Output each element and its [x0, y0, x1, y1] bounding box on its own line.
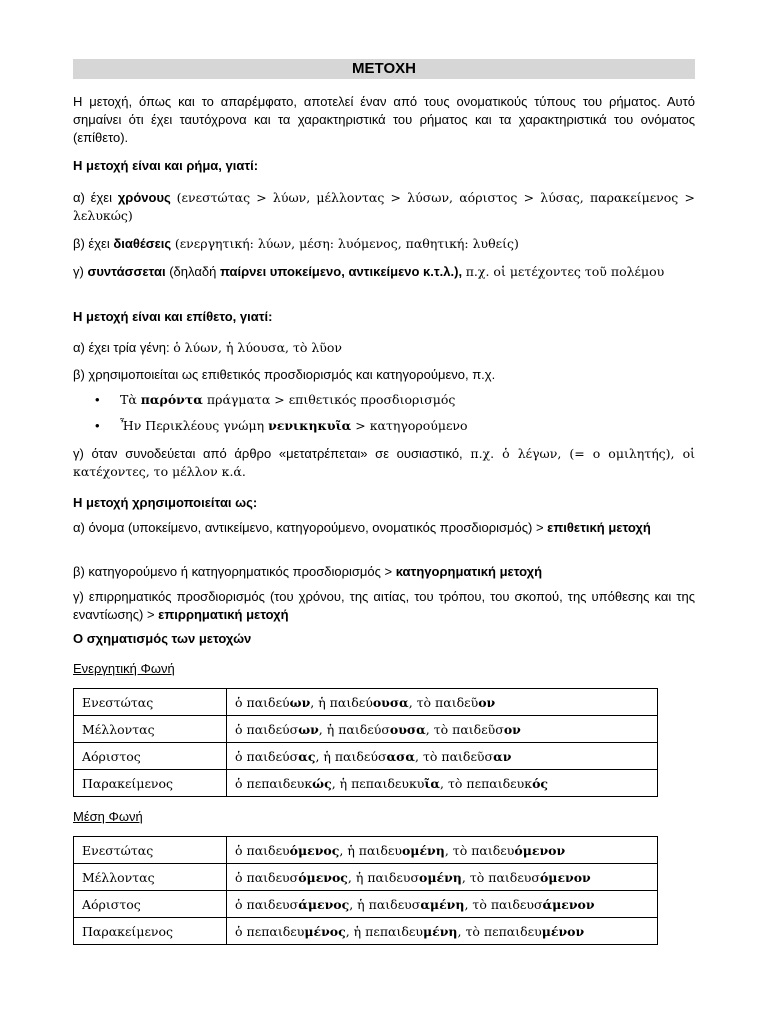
forms-cell: ὁ παιδεύσας, ἡ παιδεύσασα, τὸ παιδεῦσαν: [227, 743, 658, 770]
adj-item-b: β) χρησιμοποιείται ως επιθετικός προσδιορισμός και κατηγορούμενο, π.χ.: [73, 367, 496, 382]
bullet-dot-icon: •: [95, 418, 100, 433]
middle-voice-table: [73, 836, 658, 945]
usage-item-b-bold: κατηγορηματική μετοχή: [395, 564, 543, 579]
usage-heading: Η μετοχή χρησιμοποιείται ως:: [73, 495, 258, 510]
adj-item-a-text: α) έχει τρία γένη:: [73, 340, 170, 355]
forms-cell: ὁ πεπαιδευκώς, ἡ πεπαιδευκυῖα, τὸ πεπαιδευκός: [227, 770, 658, 797]
verb-item-b: [73, 235, 695, 253]
verb-item-b-rest: (ενεργητική: λύων, μέση: λυόμενος, παθητική: λυθείς): [174, 236, 519, 251]
tense-cell: Αόριστος: [74, 891, 227, 918]
verb-item-b-prefix: β) έχει: [73, 236, 110, 251]
verb-item-a-rest: (ενεστώτας > λύων, μέλλοντας > λύσων, αόριστος > λύσας, παρακείμενος > λελυκώς): [73, 190, 695, 223]
bullet-dot-icon: •: [95, 392, 100, 407]
forms-cell: ὁ πεπαιδευμένος, ἡ πεπαιδευμένη, τὸ πεπαιδευμένον: [227, 918, 658, 945]
active-voice-table: [73, 688, 658, 797]
verb-heading: Η μετοχή είναι και ρήμα, γιατί:: [73, 158, 259, 173]
table-row: [74, 837, 658, 864]
verb-item-a-bold: χρόνους: [117, 190, 171, 205]
adj-item-c-rest: π.χ. ὁ λέγων, (= ο ομιλητής), οἱ κατέχοντες, το μέλλον κ.ά.: [73, 446, 695, 479]
verb-item-c-rest: π.χ. οἱ μετέχοντες τοῦ πολέμου: [465, 264, 665, 279]
verb-item-b-bold: διαθέσεις: [113, 236, 172, 251]
verb-item-c-mid: (δηλαδή: [169, 264, 217, 279]
usage-item-a-bold: επιθετική μετοχή: [547, 520, 651, 535]
tense-cell: Παρακείμενος: [74, 770, 227, 797]
forms-cell: ὁ παιδεύσων, ἡ παιδεύσουσα, τὸ παιδεῦσον: [227, 716, 658, 743]
tense-cell: Ενεστώτας: [74, 689, 227, 716]
bullet1-rest: πράγματα > επιθετικός προσδιορισμός: [206, 392, 456, 407]
formation-heading: Ο σχηματισμός των μετοχών: [73, 631, 252, 646]
active-voice-heading: Ενεργητική Φωνή: [73, 661, 175, 676]
verb-item-a-prefix: α) έχει: [73, 190, 112, 205]
forms-cell: ὁ παιδευόμενος, ἡ παιδευομένη, τὸ παιδευόμενον: [227, 837, 658, 864]
table-row: [74, 689, 658, 716]
bullet2-pre: Ἦν Περικλέους γνώμη: [120, 418, 265, 433]
verb-item-c-bold2: παίρνει υποκείμενο, αντικείμενο κ.τ.λ.),: [219, 264, 463, 279]
forms-cell: ὁ παιδευσόμενος, ἡ παιδευσομένη, τὸ παιδευσόμενον: [227, 864, 658, 891]
bullet1-pre: Τὰ: [120, 392, 137, 407]
usage-item-c-text: γ) επιρρηματικός προσδιορισμός (του χρόνου, της αιτίας, του τρόπου, του σκοπού, της υπόθεσης και της εναντίωσης) >: [73, 589, 695, 622]
bullet2-bold: νενικηκυῖα: [268, 418, 352, 433]
adj-item-a-rest: ὁ λύων, ἡ λύουσα, τὸ λῦον: [173, 340, 343, 355]
verb-item-c-bold: συντάσσεται: [87, 264, 166, 279]
tense-cell: Ενεστώτας: [74, 837, 227, 864]
table-row: [74, 891, 658, 918]
table-row: [74, 864, 658, 891]
usage-item-a: [73, 519, 695, 537]
usage-item-a-text: α) όνομα (υποκείμενο, αντικείμενο, κατηγορούμενο, ονοματικός προσδιορισμός) >: [73, 520, 544, 535]
tense-cell: Μέλλοντας: [74, 716, 227, 743]
verb-item-c-prefix: γ): [73, 264, 84, 279]
adj-item-a: [73, 339, 695, 357]
tense-cell: Μέλλοντας: [74, 864, 227, 891]
table-row: [74, 770, 658, 797]
page-title: ΜΕΤΟΧΗ: [73, 59, 695, 79]
bullet2-rest: > κατηγορούμενο: [355, 418, 468, 433]
forms-cell: ὁ παιδευσάμενος, ἡ παιδευσαμένη, τὸ παιδευσάμενον: [227, 891, 658, 918]
verb-item-a: [73, 189, 695, 225]
table-row: [74, 743, 658, 770]
usage-item-c: [73, 588, 695, 624]
middle-voice-heading: Μέση Φωνή: [73, 809, 143, 824]
usage-item-b-text: β) κατηγορούμενο ή κατηγορηματικός προσδιορισμός >: [73, 564, 393, 579]
adj-item-c: [73, 445, 695, 481]
tense-cell: Παρακείμενος: [74, 918, 227, 945]
table-row: [74, 918, 658, 945]
table-row: [74, 716, 658, 743]
intro-paragraph: Η μετοχή, όπως και το απαρέμφατο, αποτελεί έναν από τους ονοματικούς τύπους του ρήματος. Αυτό σημαίνει ότι έχει ταυτόχρονα και τα χαρακτηριστικά του ρήματος και τα χαρακτηριστικά του ονόματος (επίθετο).: [73, 94, 695, 145]
adj-heading: Η μετοχή είναι και επίθετο, γιατί:: [73, 309, 273, 324]
usage-item-c-bold: επιρρηματική μετοχή: [158, 607, 289, 622]
adj-item-c-text: γ) όταν συνοδεύεται από άρθρο «μετατρέπεται» σε ουσιαστικό,: [73, 446, 463, 461]
verb-item-c: [73, 263, 695, 281]
tense-cell: Αόριστος: [74, 743, 227, 770]
forms-cell: ὁ παιδεύων, ἡ παιδεύουσα, τὸ παιδεῦον: [227, 689, 658, 716]
bullet1-bold: παρόντα: [140, 392, 203, 407]
usage-item-b: [73, 563, 695, 581]
